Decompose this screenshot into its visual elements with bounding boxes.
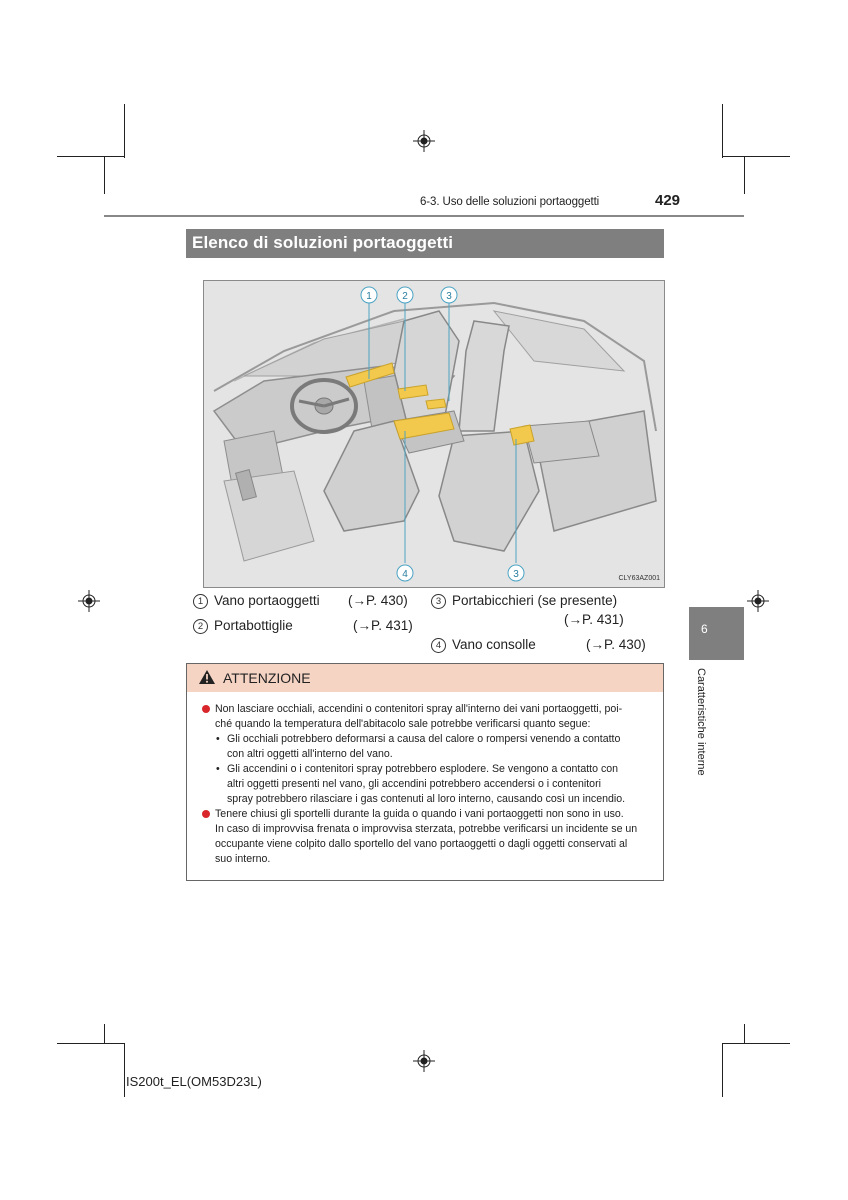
- sub-bullet-icon: •: [216, 733, 220, 745]
- warning-icon: [198, 669, 216, 685]
- crop-mark: [722, 104, 723, 158]
- caution-body: [200, 702, 660, 867]
- caution-sub-item-1: [200, 732, 660, 762]
- registration-mark-icon: [78, 590, 100, 612]
- car-interior-drawing: [204, 281, 664, 587]
- caution-line: Non lasciare occhiali, accendini o contenitori spray all'interno dei vani portaoggetti, poi-: [215, 703, 623, 715]
- legend-ref-2[interactable]: (→P. 431): [353, 618, 413, 633]
- bullet-icon: [202, 705, 210, 713]
- callout-2: [397, 287, 413, 303]
- header-rule: [104, 215, 744, 217]
- chapter-tab-label: Caratteristiche interne: [695, 668, 707, 776]
- legend-label: Portabottiglie: [214, 618, 293, 633]
- caution-line: In caso di improvvisa frenata o improvvisa sterzata, potrebbe verificarsi un incidente se un: [215, 823, 638, 835]
- crop-mark: [57, 156, 125, 157]
- callout-4: [397, 565, 413, 581]
- legend-ref-3[interactable]: (→P. 431): [564, 612, 624, 627]
- crop-mark: [722, 1043, 790, 1044]
- crop-mark: [124, 1043, 125, 1097]
- svg-text:4: 4: [402, 569, 408, 580]
- registration-mark-icon: [413, 1050, 435, 1072]
- highlight-cup-holder-rear: [510, 425, 534, 445]
- interior-illustration: [203, 280, 665, 588]
- model-code: IS200t_EL(OM53D23L): [126, 1074, 262, 1089]
- crop-mark: [104, 1024, 105, 1044]
- caution-line: ché quando la temperatura dell'abitacolo sale potrebbe verificarsi quanto segue:: [215, 718, 591, 730]
- crop-mark: [722, 156, 790, 157]
- svg-text:1: 1: [366, 291, 372, 302]
- caution-line: spray potrebbero rilasciare i gas contenuti al loro interno, causando così un incendio.: [227, 793, 626, 805]
- legend-ref-1[interactable]: (→P. 430): [348, 593, 408, 608]
- callout-1: [361, 287, 377, 303]
- legend-number: 4: [431, 638, 446, 653]
- crop-mark: [744, 156, 745, 194]
- caution-sub-item-2: [200, 762, 660, 807]
- caution-line: Tenere chiusi gli sportelli durante la guida o quando i vani portaoggetti non sono in uso.: [215, 808, 624, 820]
- crop-mark: [57, 1043, 125, 1044]
- caution-bullet-2: [200, 807, 660, 867]
- registration-mark-icon: [747, 590, 769, 612]
- crop-mark: [744, 1024, 745, 1044]
- crop-mark: [104, 156, 105, 194]
- legend-label: Vano consolle: [452, 637, 536, 652]
- caution-line: con altri oggetti all'interno del vano.: [227, 748, 393, 760]
- callout-3-top: [441, 287, 457, 303]
- chapter-heading: 6-3. Uso delle soluzioni portaoggetti: [420, 196, 600, 208]
- bullet-icon: [202, 810, 210, 818]
- legend-number: 3: [431, 594, 446, 609]
- legend-ref-4[interactable]: (→P. 430): [586, 637, 646, 652]
- crop-mark: [124, 104, 125, 158]
- registration-mark-icon: [413, 130, 435, 152]
- caution-line: Gli accendini o i contenitori spray potrebbero esplodere. Se vengono a contatto con: [227, 763, 619, 775]
- legend-number: 1: [193, 594, 208, 609]
- caution-line: suo interno.: [215, 853, 271, 865]
- caution-line: Gli occhiali potrebbero deformarsi a causa del calore o rompersi venendo a contatto: [227, 733, 621, 745]
- caution-bullet-1: [200, 702, 660, 732]
- legend-label: Vano portaoggetti: [214, 593, 320, 608]
- caution-line: altri oggetti presenti nel vano, gli accendini potrebbero accendersi o i contenitori: [227, 778, 601, 790]
- svg-text:2: 2: [402, 291, 408, 302]
- page-number: 429: [655, 192, 681, 209]
- svg-text:3: 3: [446, 291, 452, 302]
- callout-3-bottom: [508, 565, 524, 581]
- chapter-tab[interactable]: [689, 607, 744, 660]
- caution-line: occupante viene colpito dallo sportello del vano portaoggetti o dagli oggetti conservati al: [215, 838, 628, 850]
- section-title: Elenco di soluzioni portaoggetti: [192, 233, 454, 252]
- caution-title: ATTENZIONE: [223, 670, 311, 686]
- svg-text:3: 3: [513, 569, 519, 580]
- crop-mark: [722, 1043, 723, 1097]
- figure-code: CLY63AZ001: [618, 575, 660, 582]
- highlight-cup-holder-front: [426, 399, 446, 409]
- chapter-tab-number: 6: [701, 622, 708, 636]
- legend-number: 2: [193, 619, 208, 634]
- sub-bullet-icon: •: [216, 763, 220, 775]
- legend-label: Portabicchieri (se presente): [452, 593, 618, 608]
